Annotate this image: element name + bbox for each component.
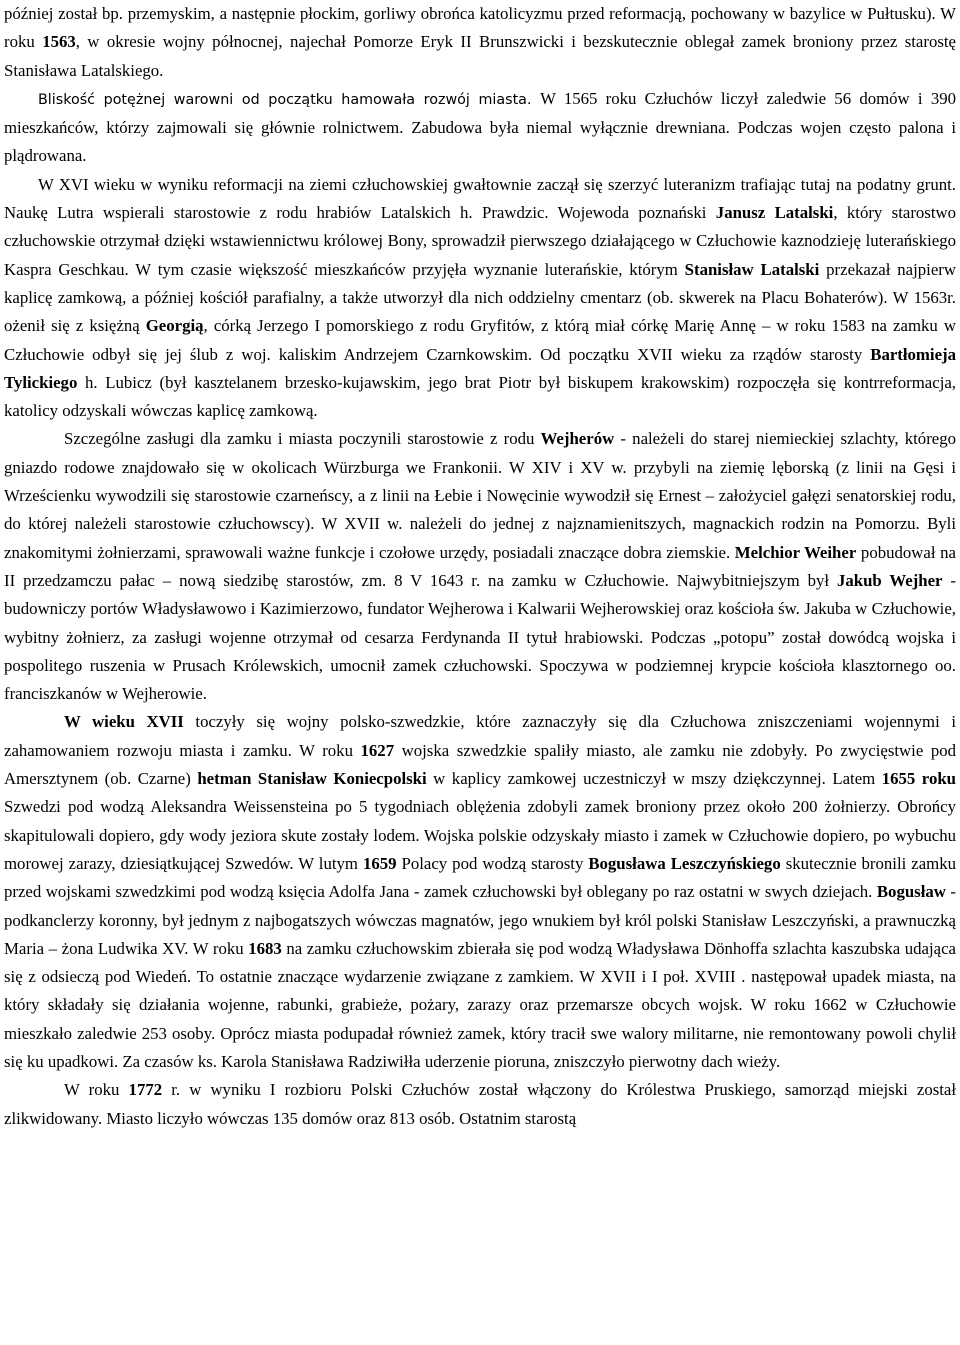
text-run: później został bp. przemyskim, a następnie płockim, gorliwy obrońca katolicyzmu przed reformacją, pochowany w bazylice w Pułtusku). W roku [4,4,956,52]
bold-text-run: 1683 [248,938,282,958]
text-run: Bliskość potężnej warowni od początku hamowała rozwój miasta. [38,91,541,108]
bold-text-run: Melchior Weiher [734,542,857,562]
bold-text-run: Bogusława Leszczyńskiego [588,853,781,873]
text-run: Polacy pod wodzą starosty [396,853,589,873]
bold-text-run: 1772 [128,1080,163,1100]
text-run: - należeli do starej niemieckiej szlachty, którego gniazdo rodowe znajdowało się w okolicach Würzburga we Frankonii. W XIV i XV w. przybyli na ziemię lęborską (z linii na Gęsi i Wrześcienku wywodzili się starostowie czarneńscy, a z linii na Łebie i Nowęcinie wywodził się Ernest – założyciel gałęzi senatorskiej rodu, do której należeli starostowie człuchowscy). W XVII w. należeli do jednej z najznamienitszych, magnackich rodzin na Pomorzu. Byli znakomitymi żołnierzami, sprawowali ważne funkcje i czołowe urzędy, posiadali znaczące dobra ziemskie. [4,429,957,562]
bold-text-run: W wieku XVII [64,712,184,732]
paragraph-3 [4,171,956,426]
text-run: pobudował na II przedzamczu pałac – nową siedzibę starostów, zm. 8 V 1643 r. na zamku w Człuchowie. Najwybitniejszym był [4,542,956,590]
bold-text-run: hetman Stanisław Koniecpolski [197,769,427,789]
text-run: , w okresie wojny północnej, najechał Pomorze Eryk II Brunszwicki i bezskutecznie oblegał zamek broniony przez starostę Stanisława Latalskiego. [4,32,956,80]
text-run: na zamku człuchowskim zbierała się pod wodzą Władysława Dönhoffa szlachta kaszubska udająca się z odsieczą pod Wiedeń. To ostatnie znaczące wydarzenie związane z zamkiem. W XVII i I poł. XVIII . następował upadek miasta, na który składały się działania wojenne, rabunki, grabieże, pożary, zarazy oraz przemarsze obcych wojsk. W roku 1662 w Człuchowie mieszkało zaledwie 253 osoby. Oprócz miasta podupadał również zamek, który tracił swe walory militarne, nie remontowany powoli chylił się ku upadkowi. Za czasów ks. Karola Stanisława Radziwiłła uderzenie pioruna, zniszczyło pierwotny dach wieży. [4,938,956,1071]
text-run: , córką Jerzego I pomorskiego z rodu Gryfitów, z którą miał córkę Marię Annę – w roku 1583 na zamku w Człuchowie odbył się jej ślub z woj. kaliskim Andrzejem Czarnkowskim. Od początku XVII wieku za rządów starosty [4,316,956,364]
paragraph-4 [4,425,956,708]
text-run: przekazał najpierw kaplicę zamkową, a później kościół parafialny, a także utworzył dla nich oddzielny cmentarz (ob. skwerek na Placu Bohaterów). W 1563r. ożenił się z księżną [4,259,956,336]
text-run: , który starostwo człuchowskie otrzymał dzięki wstawiennictwu królowej Bony, sprowadził pierwszego działającego w Człuchowie kaznodzieję luterańskiego Kaspra Geschkau. W tym czasie większość mieszkańców przyjęła wyznanie luterańskie, którym [4,203,957,279]
text-run: - podkanclerzy koronny, był jednym z najbogatszych wówczas magnatów, jego wnukiem był król polski Stanisław Leszczyński, a prawnuczką Maria – żona Ludwika XV. W roku [4,882,956,958]
paragraph-1 [4,0,956,85]
bold-text-run: 1627 [360,740,395,760]
bold-text-run: Georgią [145,316,204,336]
text-run: - budowniczy portów Władysławowo i Kazimierzowo, fundator Wejherowa i Kalwarii Wejherowskiej oraz kościoła św. Jakuba w Człuchowie, wybitny żołnierz, za zasługi wojenne otrzymał od cesarza Ferdynanda II tytuł hrabiowski. Podczas „potopu” został dowódcą wojska i pospolitego ruszenia w Prusach Królewskich, umocnił zamek człuchowski. Spoczywa w podziemnej krypcie kościoła klasztornego oo. franciszkanów w Wejherowie. [4,570,956,704]
text-run: W roku [64,1080,129,1100]
bold-text-run: 1655 roku [881,769,957,789]
text-run: Szczególne zasługi dla zamku i miasta poczynili starostowie z rodu [64,429,541,449]
text-run: W XVI wieku w wyniku reformacji na ziemi człuchowskiej gwałtownie zaczął się szerzyć luteranizm trafiając tutaj na podatny grunt. Naukę Lutra wspierali starostowie z rodu hrabiów Latalskich h. Prawdzic. Wojewoda poznański [4,174,956,223]
bold-text-run: Bartłomieja Tylickiego [4,344,956,392]
bold-text-run: 1563 [42,32,76,52]
text-run: wojska szwedzkie spaliły miasto, ale zamku nie zdobyły. Po zwycięstwie pod Amersztynem (ob. Czarne) [4,740,957,789]
text-run: skutecznie bronili zamku przed wojskami szwedzkimi pod wodzą księcia Adolfa Jana - zamek człuchowski był oblegany po raz ostatni w swych dziejach. [4,853,956,902]
paragraph-6 [4,1076,956,1133]
text-run: Szwedzi pod wodzą Aleksandra Weissensteina po 5 tygodniach oblężenia zdobyli zamek broniony przez około 200 żołnierzy. Obrońcy skapitulowali dopiero, gdy wody jeziora skute zostały lodem. Wojska polskie odzyskały miasto i zamek w Człuchowie dopiero, po wybuchu morowej zarazy, dziesiątkującej Szwedów. W lutym [4,797,956,873]
bold-text-run: Janusz Latalski [715,203,834,223]
text-run: w kaplicy zamkowej uczestniczył w mszy dziękczynnej. Latem [426,769,882,789]
text-run: W 1565 roku Człuchów liczył zaledwie 56 domów i 390 mieszkańców, którzy zajmowali się głównie rolnictwem. Zabudowa była niemal wyłącznie drewniana. Podczas wojen często palona i plądrowana. [4,88,956,166]
bold-text-run: Jakub Wejher [836,570,943,590]
bold-text-run: Bogusław [876,882,946,902]
paragraph-5 [4,708,956,1076]
text-run: h. Lubicz (był kasztelanem brzesko-kujawskim, jego brat Piotr był biskupem krakowskim) rozpoczęła się kontrreformacja, katolicy odzyskali wówczas kaplicę zamkową. [4,372,956,421]
bold-text-run: Stanisław Latalski [684,259,820,279]
text-run: toczyły się wojny polsko-szwedzkie, które zaznaczyły się dla Człuchowa zniszczeniami wojennymi i zahamowaniem rozwoju miasta i zamku. W roku [4,712,956,760]
bold-text-run: 1659 [362,853,397,873]
paragraph-2 [4,85,956,171]
text-run: r. w wyniku I rozbioru Polski Człuchów został włączony do Królestwa Pruskiego, samorząd miejski został zlikwidowany. Miasto liczyło wówczas 135 domów oraz 813 osób. Ostatnim starostą [4,1080,957,1128]
bold-text-run: Wejherów [540,429,615,449]
